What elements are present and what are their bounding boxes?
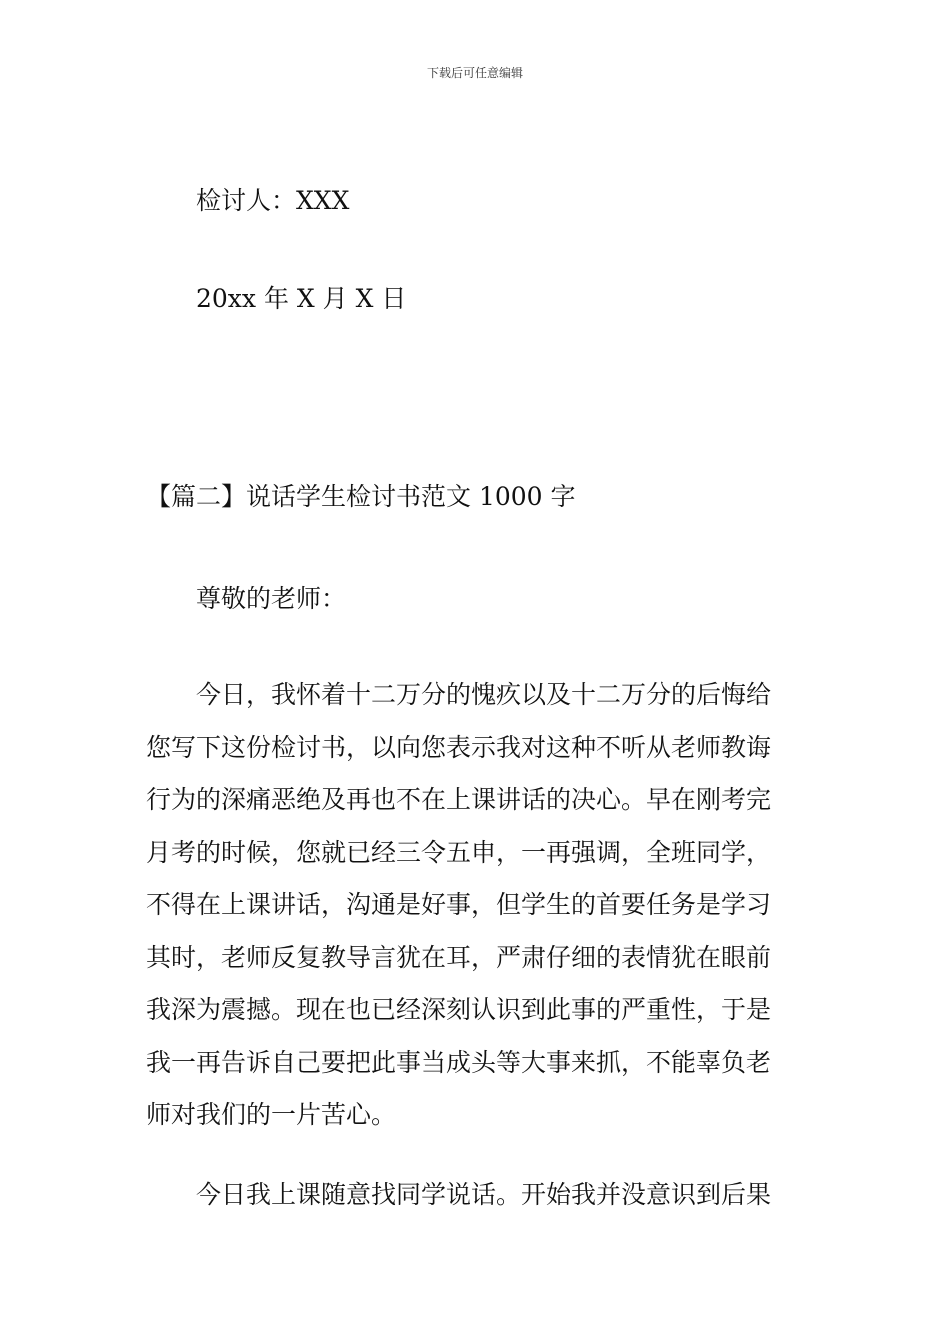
paragraph-line: 我深为震撼。现在也已经深刻认识到此事的严重性，于是 (146, 995, 772, 1024)
date-line: 20xx 年 X 月 X 日 (196, 284, 407, 313)
paragraph-line: 我一再告诉自己要把此事当成头等大事来抓，不能辜负老 (146, 1047, 772, 1077)
paragraph-line: 月考的时候，您就已经三令五申，一再强调，全班同学， (146, 837, 772, 867)
paragraph-line: 行为的深痛恶绝及再也不在上课讲话的决心。早在刚考完 (146, 785, 772, 814)
paragraph-line: 您写下这份检讨书，以向您表示我对这种不听从老师教诲 (146, 732, 772, 762)
signature-line: 检讨人：XXX (196, 186, 350, 215)
paragraph-line: 不得在上课讲话，沟通是好事，但学生的首要任务是学习 (146, 890, 772, 919)
paragraph-1 (146, 680, 806, 1153)
paragraph-line: 其时，老师反复教导言犹在耳，严肃仔细的表情犹在眼前 (146, 942, 772, 972)
section-title: 【篇二】说话学生检讨书范文 1000 字 (146, 482, 576, 511)
paragraph-line: 今日，我怀着十二万分的愧疚以及十二万分的后悔给 (196, 680, 772, 709)
page-header: 下载后可任意编辑 (426, 66, 523, 80)
paragraph-line: 师对我们的一片苦心。 (146, 1100, 397, 1129)
salutation: 尊敬的老师： (196, 584, 347, 613)
paragraph-2-start: 今日我上课随意找同学说话。开始我并没意识到后果 (196, 1180, 772, 1209)
